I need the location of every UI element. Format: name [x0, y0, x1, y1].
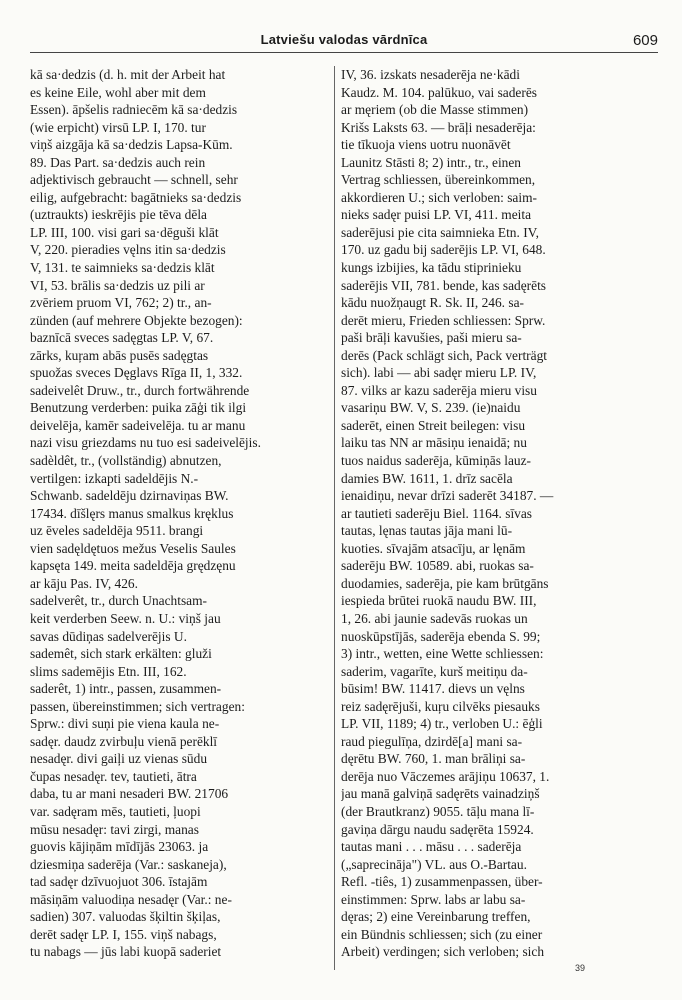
- text-line: spuožas sveces Dęglavs Rīga II, 1, 332.: [30, 365, 243, 381]
- text-line: Kaudz. M. 104. palūkuo, vai saderēs: [341, 84, 537, 100]
- text-line: 87. vilks ar kazu saderēja mieru visu: [341, 382, 537, 398]
- text-line: (wie erpicht) virsū LP. I, 170. tur: [30, 119, 206, 135]
- text-line: ar tautieti saderēju Biel. 1164. sīvas: [341, 505, 533, 521]
- text-line: Essen). āpšelis radniecēm kā sa·dedzis: [30, 102, 238, 118]
- text-line: saderējis VII, 781. bende, kas sadęrēts: [341, 277, 547, 293]
- text-line: sadeivelêt Druw., tr., durch fortwährende: [30, 382, 250, 398]
- text-line: eilig, aufgebracht: bagātnieks sa·dedzis: [30, 189, 242, 205]
- text-line: vien sadęldętuos mežus Veselis Saules: [30, 540, 236, 556]
- text-line: einstimmen: Sprw. labs ar labu sa-: [341, 891, 526, 907]
- text-line: sich). labi — abi sadęr mieru LP. IV,: [341, 365, 537, 381]
- text-line: kapsęta 149. meita sadeldēja grędzęnu: [30, 558, 236, 574]
- text-line: derēja nuo Vāczemes arājiņu 10637, 1.: [341, 768, 550, 784]
- page-number: 609: [632, 32, 658, 49]
- text-line: derēt mieru, Frieden schliessen: Sprw.: [341, 312, 546, 328]
- text-line: zünden (auf mehrere Objekte bezogen):: [30, 312, 243, 328]
- text-line: Refl. -tiês, 1) zusammenpassen, über-: [341, 874, 543, 890]
- text-line: sadèldêt, tr., (vollständig) abnutzen,: [30, 453, 222, 469]
- text-line: Schwanb. sadeldēju dzirnaviņas BW.: [30, 488, 229, 504]
- text-line: IV, 36. izskats nesaderēja ne·kādi: [341, 67, 520, 82]
- text-line: mūsu nesadęr: tavi zirgi, manas: [30, 821, 199, 837]
- text-line: sadien) 307. valuodas šķiltin šķiļas,: [30, 909, 221, 925]
- text-line: sadęr. daudz zvirbuļu vienā perēklī: [30, 733, 218, 749]
- text-line: derēs (Pack schlägt sich, Pack verträgt: [341, 347, 547, 363]
- text-line: savas dūdiņas sadelverējis U.: [30, 628, 187, 644]
- text-line: derēt sadęr LP. I, 155. viņš nabags,: [30, 926, 217, 942]
- text-line: Vertrag schliessen, übereinkommen,: [341, 172, 536, 188]
- text-line: laiku tas NN ar māsiņu ienaidā; nu: [341, 435, 527, 451]
- text-line: tautas, lęnas tautas jāja mani lū-: [341, 523, 513, 539]
- text-line: Launitz Stāsti 8; 2) intr., tr., einen: [341, 154, 522, 170]
- text-line: jau manā galviņā sadęrēts vainadziņš: [341, 786, 540, 802]
- text-line: viņš aizgāja kā sa·dedzis Lapsa-Kūm.: [30, 137, 233, 153]
- text-line: slims sademējis Etn. III, 162.: [30, 663, 187, 679]
- text-line: daba, tu ar mani nesaderi BW. 21706: [30, 786, 229, 802]
- text-line: duodamies, saderēja, pie kam brūtgāns: [341, 575, 549, 591]
- text-line: ar kāju Pas. IV, 426.: [30, 575, 138, 591]
- text-line: nuoskūpstījās, saderēja ebenda S. 99;: [341, 628, 541, 644]
- text-line: māsiņām valuodiņa nesadęr (Var.: ne-: [30, 891, 232, 907]
- text-line: sademêt, sich stark erkälten: gluži: [30, 646, 212, 662]
- text-line: ein Bündnis schliessen; sich (zu einer: [341, 926, 543, 942]
- text-line: akkordieren U.; sich verloben: saim-: [341, 189, 537, 205]
- text-line: adjektivisch gebraucht — schnell, sehr: [30, 172, 238, 188]
- text-line: zvēriem pruom VI, 762; 2) tr., an-: [30, 295, 212, 311]
- text-line: tad sadęr dzīvuojuot 306. īstajām: [30, 874, 208, 890]
- signature-mark: 39: [575, 963, 586, 973]
- right-column: [341, 66, 641, 961]
- column-divider: [334, 66, 335, 970]
- text-line: dęras; 2) eine Vereinbarung treffen,: [341, 909, 531, 925]
- text-line: damies BW. 1611, 1. drīz sacēla: [341, 470, 513, 486]
- text-line: paši brāļi kavušies, paši mieru sa-: [341, 330, 522, 346]
- text-line: passen, übereinstimmen; sich vertragen:: [30, 698, 245, 714]
- text-line: vertilgen: izkapti sadeldējis N.-: [30, 470, 199, 486]
- text-line: tie tīkuoja viens uotru nuonāvēt: [341, 137, 511, 153]
- text-line: Sprw.: divi suņi pie viena kaula ne-: [30, 716, 220, 732]
- text-line: būsim! BW. 11417. dievs un vęlns: [341, 681, 525, 697]
- text-line: keit verderben Seew. n. U.: viņš jau: [30, 610, 221, 626]
- text-line: 3) intr., wetten, eine Wette schliessen:: [341, 646, 544, 662]
- text-line: tu nabags — jūs labi kuopā saderiet: [30, 944, 222, 960]
- text-line: Krišs Laksts 63. — brāļi nesaderēja:: [341, 119, 536, 135]
- text-line: (uztraukts) ieskrējis pie tēva dēla: [30, 207, 207, 223]
- header-rule: [30, 52, 658, 53]
- text-line: reiz sadęrējuši, kuŗu cilvēks piesauks: [341, 698, 540, 714]
- text-line: 17434. dīšlęrs manus smalkus kręklus: [30, 505, 234, 521]
- text-line: V, 131. te saimnieks sa·dedzis klāt: [30, 260, 215, 276]
- text-line: baznīcā sveces sadęgtas LP. V, 67.: [30, 330, 214, 346]
- text-line: saderējusi pie cita saimnieka Etn. IV,: [341, 224, 539, 240]
- left-column: [30, 66, 328, 961]
- text-line: gaviņa dārgu naudu sadęrēta 15924.: [341, 821, 534, 837]
- text-line: zārks, kuŗam abās pusēs sadęgtas: [30, 347, 209, 363]
- text-line: VI, 53. brālis sa·dedzis uz pili ar: [30, 277, 205, 293]
- text-line: V, 220. pieradies vęlns itin sa·dedzis: [30, 242, 226, 258]
- text-line: saderêt, 1) intr., passen, zusammen-: [30, 681, 222, 697]
- running-title: Latviešu valodas vārdnīca: [260, 32, 428, 47]
- text-line: LP. III, 100. visi gari sa·dēguši klāt: [30, 224, 219, 240]
- text-line: raud piegulīņa, dzirdē[a] mani sa-: [341, 733, 523, 749]
- text-line: nesadęr. divi gaiļi uz vienas sūdu: [30, 751, 208, 767]
- text-line: ienaidiņu, nevar drīzi saderēt 34187. —: [341, 488, 554, 504]
- text-line: deivelēja, kamēr sadeivelēja. tu ar manu: [30, 417, 246, 433]
- text-line: kungs izbijies, ka tādu stiprinieku: [341, 260, 522, 276]
- text-line: kā sa·dedzis (d. h. mit der Arbeit hat: [30, 67, 226, 82]
- text-line: Benutzung verderben: puika zāģi tik ilgi: [30, 400, 247, 416]
- text-line: saderēju BW. 10589. abi, ruokas sa-: [341, 558, 534, 574]
- text-line: dziesmiņa saderēja (Var.: saskaneja),: [30, 856, 227, 872]
- text-line: saderēt, einen Streit beilegen: visu: [341, 417, 526, 433]
- text-line: var. sadęram mēs, tautieti, ļuopi: [30, 803, 201, 819]
- text-line: dęrētu BW. 760, 1. man brāliņi sa-: [341, 751, 526, 767]
- text-line: 1, 26. abi jaunie sadevās ruokas un: [341, 610, 528, 626]
- text-line: kādu nuožņaugt R. Sk. II, 246. sa-: [341, 295, 524, 311]
- text-line: es keine Eile, wohl aber mit dem: [30, 84, 206, 100]
- running-header: [30, 32, 658, 50]
- text-line: nieks sadęr puisi LP. VI, 411. meita: [341, 207, 532, 223]
- text-line: čupas nesadęr. tev, tautieti, ātra: [30, 768, 197, 784]
- text-line: uz ēveles sadeldēja 9511. brangi: [30, 523, 204, 539]
- text-line: tautas mani . . . māsu . . . saderēja: [341, 839, 522, 855]
- text-line: 89. Das Part. sa·dedzis auch rein: [30, 154, 206, 170]
- text-line: tuos naidus saderēja, kūmiņās lauz-: [341, 453, 532, 469]
- text-line: nazi visu griezdams nu tuo esi sadeivelējis.: [30, 435, 261, 451]
- text-line: vasariņu BW. V, S. 239. (ie)naidu: [341, 400, 521, 416]
- text-line: kuoties. sīvajām atsacīju, ar lęnām: [341, 540, 526, 556]
- text-line: 170. uz gadu bij saderējis LP. VI, 648.: [341, 242, 546, 258]
- text-line: (der Brautkranz) 9055. tāļu mana lī-: [341, 803, 535, 819]
- text-line: („saprecināja") VL. aus O.-Bartau.: [341, 856, 527, 872]
- text-line: sadelverêt, tr., durch Unachtsam-: [30, 593, 207, 609]
- text-line: guovis kājiņām mīdījās 23063. ja: [30, 839, 209, 855]
- text-line: LP. VII, 1189; 4) tr., verloben U.: ēģli: [341, 716, 543, 732]
- text-line: Arbeit) verdingen; sich verloben; sich: [341, 944, 545, 960]
- text-line: ar męriem (ob die Masse stimmen): [341, 102, 529, 118]
- text-line: saderim, vagarīte, kurš meitiņu da-: [341, 663, 528, 679]
- text-line: iespieda brūtei ruokā naudu BW. III,: [341, 593, 537, 609]
